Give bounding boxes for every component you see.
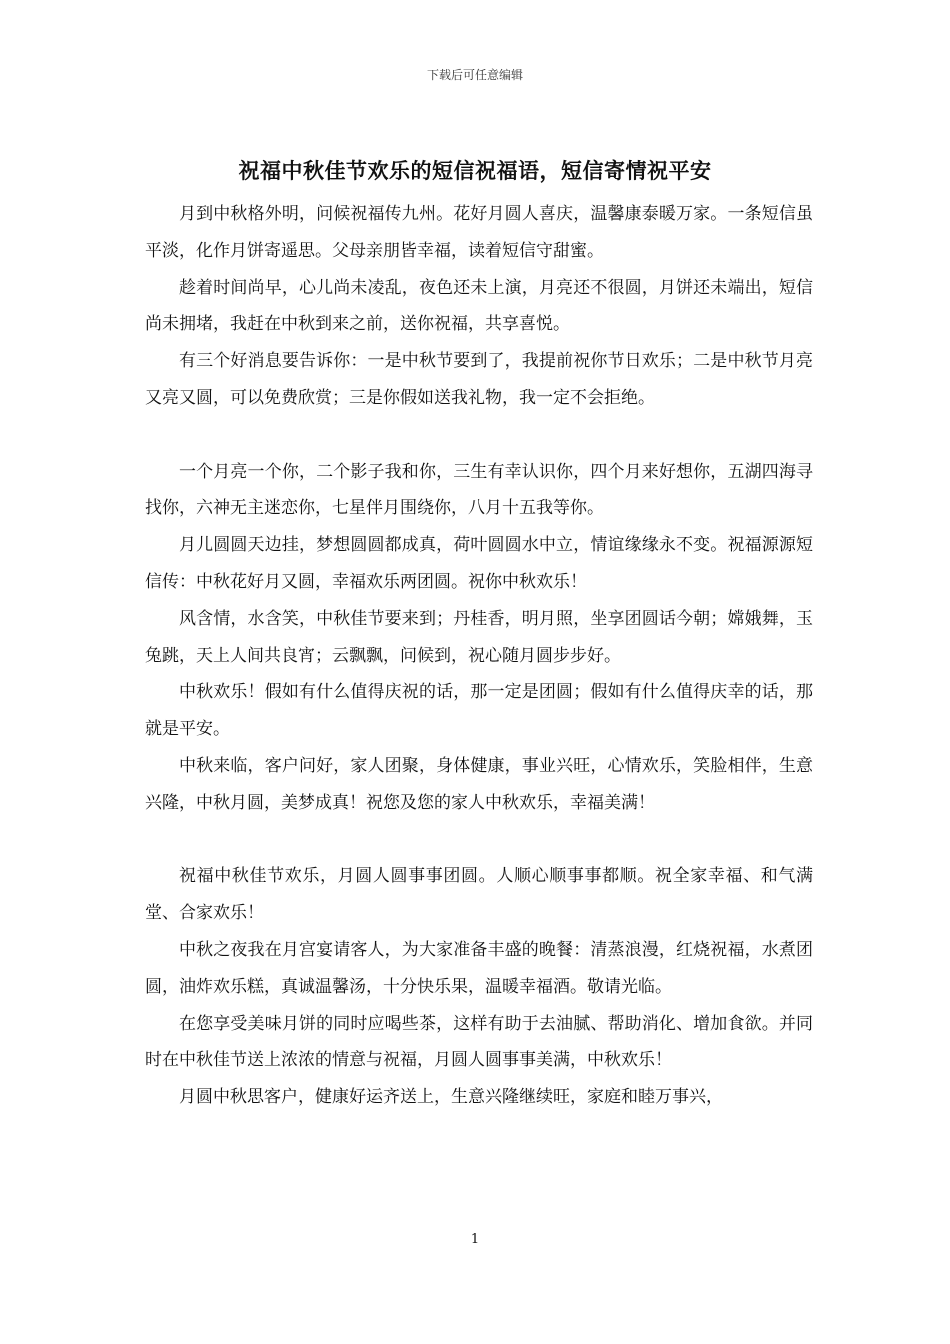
paragraph: 中秋欢乐！假如有什么值得庆祝的话，那一定是团圆；假如有什么值得庆幸的话，那就是平安。 bbox=[145, 682, 813, 740]
paragraph-spacer bbox=[145, 822, 813, 859]
paragraph: 趁着时间尚早，心儿尚未凌乱，夜色还未上演，月亮还不很圆，月饼还未端出，短信尚未拥堵，我赶在中秋到来之前，送你祝福，共享喜悦。 bbox=[145, 277, 813, 335]
paragraph: 中秋之夜我在月宫宴请客人，为大家准备丰盛的晚餐：清蒸浪漫，红烧祝福，水煮团圆，油炸欢乐糕，真诚温馨汤，十分快乐果，温暖幸福酒。敬请光临。 bbox=[145, 939, 813, 997]
paragraph: 一个月亮一个你，二个影子我和你，三生有幸认识你，四个月来好想你，五湖四海寻找你，六神无主迷恋你，七星伴月围绕你，八月十五我等你。 bbox=[145, 461, 813, 519]
paragraph: 月圆中秋思客户，健康好运齐送上，生意兴隆继续旺，家庭和睦万事兴， bbox=[179, 1087, 723, 1108]
paragraph: 在您享受美味月饼的同时应喝些茶，这样有助于去油腻、帮助消化、增加食欲。并同时在中秋佳节送上浓浓的情意与祝福，月圆人圆事事美满，中秋欢乐！ bbox=[145, 1013, 813, 1071]
page-header-note: 下载后可任意编辑 bbox=[426, 68, 523, 82]
paragraph: 月到中秋格外明，问候祝福传九州。花好月圆人喜庆，温馨康泰暖万家。一条短信虽平淡，化作月饼寄遥思。父母亲朋皆幸福，读着短信守甜蜜。 bbox=[145, 204, 813, 261]
paragraph: 有三个好消息要告诉你：一是中秋节要到了，我提前祝你节日欢乐；二是中秋节月亮又亮又圆，可以免费欣赏；三是你假如送我礼物，我一定不会拒绝。 bbox=[145, 351, 813, 408]
paragraph: 月儿圆圆天边挂，梦想圆圆都成真，荷叶圆圆水中立，情谊缘缘永不变。祝福源源短信传：中秋花好月又圆，幸福欢乐两团圆。祝你中秋欢乐！ bbox=[145, 535, 813, 592]
paragraph: 祝福中秋佳节欢乐，月圆人圆事事团圆。人顺心顺事事都顺。祝全家幸福、和气满堂、合家欢乐！ bbox=[145, 866, 813, 924]
paragraph-spacer bbox=[145, 417, 813, 454]
paragraph: 风含情，水含笑，中秋佳节要来到；丹桂香，明月照，坐享团圆话今朝；嫦娥舞，玉兔跳，天上人间共良宵；云飘飘，问候到，祝心随月圆步步好。 bbox=[145, 608, 813, 666]
paragraph: 中秋来临，客户问好，家人团聚，身体健康，事业兴旺，心情欢乐，笑脸相伴，生意兴隆，中秋月圆，美梦成真！祝您及您的家人中秋欢乐，幸福美满！ bbox=[145, 755, 813, 813]
document-title: 祝福中秋佳节欢乐的短信祝福语，短信寄情祝平安 bbox=[238, 158, 712, 183]
document-body bbox=[145, 196, 813, 1116]
page-number: 1 bbox=[470, 1232, 480, 1247]
